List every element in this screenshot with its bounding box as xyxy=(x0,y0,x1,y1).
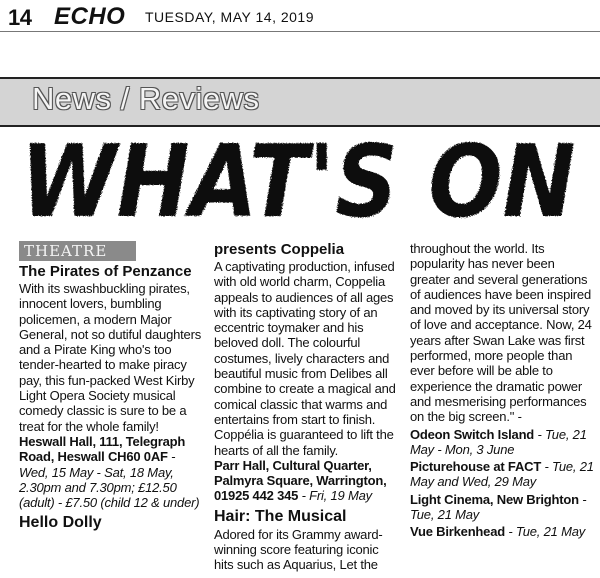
column-swan-lake xyxy=(410,241,596,542)
screening-venue: Vue Birkenhead xyxy=(410,524,505,540)
column-theatre xyxy=(19,241,205,533)
event-title: The Pirates of Penzance xyxy=(19,263,192,280)
screening-venue: Odeon Switch Island xyxy=(410,426,535,442)
screening-dates: - Tue, 21 May xyxy=(504,524,586,540)
event-description: throughout the world. Its popularity has never been greater and several generations of audiences have been inspired and moved by its universal story of love and acceptance. Now, 24 years after Swan Lake was first performed, more people than ever before will be able to experience the dramatic power and mesmerising performances on the big screen." - xyxy=(410,241,592,425)
whats-on-heading xyxy=(16,123,581,240)
column-coppelia xyxy=(214,241,400,573)
screening-dates: - Tue, 21 May xyxy=(410,491,587,523)
issue-date: TUESDAY, MAY 14, 2019 xyxy=(145,9,314,25)
screening-venue: Picturehouse at FACT xyxy=(410,459,542,475)
screening-dates: - Tue, 21 May and Wed, 29 May xyxy=(410,459,594,490)
header-divider xyxy=(0,31,600,32)
event-title-hair: Hair: The Musical xyxy=(214,507,347,525)
event-title-next: Hello Dolly xyxy=(19,514,102,532)
whats-on-heading-art xyxy=(16,123,581,240)
screening-listing xyxy=(410,459,596,490)
event-description-hair: Adored for its Grammy award-winning score featuring iconic hits such as Aquarius, Let the xyxy=(214,526,383,573)
event-venue-line xyxy=(214,458,400,504)
page-number: 14 xyxy=(8,5,32,30)
event-details: - Fri, 19 May xyxy=(298,488,372,504)
event-description: With its swashbuckling pirates, innocent lovers, bumbling policemen, a modern Major General, not so dutiful daughters and a Pirate King who's too tender-hearted to make piracy pay, this fun-packed West Kirby Light Opera Society musical comedy classic is sure to be a treat for the whole family! xyxy=(19,281,202,434)
section-banner xyxy=(0,77,600,127)
event-venue-line xyxy=(19,434,205,510)
event-venue: Heswall Hall, 111, Telegraph Road, Heswall CH60 0AF xyxy=(19,433,186,465)
screening-listing xyxy=(410,492,596,523)
masthead-logo: ECHO xyxy=(54,3,126,30)
heading-text: WHAT'S ON xyxy=(20,123,576,240)
screening-venue: Light Cinema, New Brighton xyxy=(410,491,579,507)
screening-listing xyxy=(410,427,596,458)
screening-listing xyxy=(410,524,596,539)
section-title: News / Reviews xyxy=(32,81,260,116)
event-description: A captivating production, infused with old world charm, Coppelia appeals to audiences of all ages with its captivating story of an eccentric toymaker and his beloved doll. The colourful costumes, lively characters and beautiful music from Delibes all combine to create a magical and comical classic that warms and entertains from start to finish. Coppélia is guaranteed to lift the hearts of all the family. xyxy=(214,259,396,458)
event-title: presents Coppelia xyxy=(214,241,345,258)
event-venue: Parr Hall, Cultural Quarter, Palmyra Square, Warrington, 01925 442 345 xyxy=(214,457,387,504)
screening-dates: - Tue, 21 May - Mon, 3 June xyxy=(410,426,587,457)
category-label: THEATRE xyxy=(19,241,136,261)
page-header xyxy=(0,0,600,30)
event-details: - Wed, 15 May - Sat, 18 May, 2.30pm and 7.30pm; £12.50 (adult) - £7.50 (child 12 & under) xyxy=(19,449,200,511)
